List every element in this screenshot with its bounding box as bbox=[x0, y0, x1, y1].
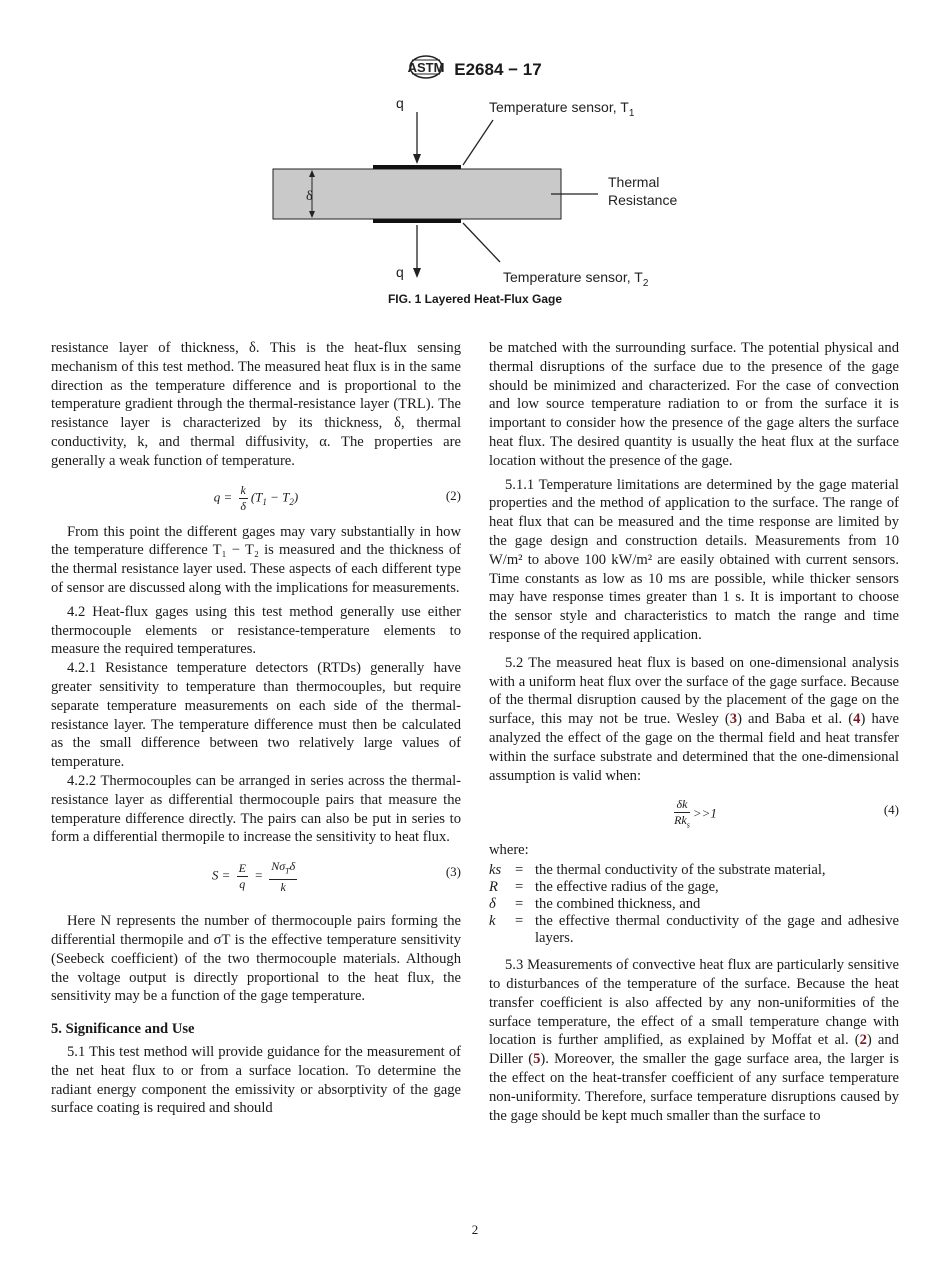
section-heading: 5. Significance and Use bbox=[51, 1021, 195, 1038]
thermal-label-line1: Thermal bbox=[608, 174, 660, 190]
thermal-resistance-layer bbox=[273, 169, 561, 219]
equation-number: (4) bbox=[883, 802, 899, 818]
definition-symbol: k bbox=[489, 913, 496, 930]
paragraph: 4.2 Heat-flux gages using this test method generally use either thermocouple elements or resistance-temperature elements to measure the required temperatures. bbox=[51, 603, 461, 658]
delta-label: δ bbox=[306, 189, 313, 204]
t1-leader-line bbox=[463, 120, 493, 165]
paragraph: 5.1.1 Temperature limitations are determined by the gage material properties and the method of application to the surface. The range of heat flux that can be measured and the time response are limited by the gage design and construction details. Measurements from 10 W/m² to above 100 kW/m² are easily obtained with current sensors. Time constants as low as 10 ms are possible, while thicker sensors may have response times greater than 1 s. It is important to choose the sensor style and characteristics to match the range and time response of the required application. bbox=[489, 476, 899, 643]
citation-link[interactable]: 2 bbox=[859, 1032, 867, 1049]
definition-text: the combined thickness, and bbox=[535, 896, 701, 913]
definition-row: δ = the combined thickness, and bbox=[489, 896, 899, 913]
figure-caption: FIG. 1 Layered Heat-Flux Gage bbox=[387, 292, 563, 306]
sensor-t1-label: Temperature sensor, $T_1$ bbox=[489, 99, 635, 119]
definition-text: the effective radius of the gage, bbox=[535, 879, 719, 896]
where-label: where: bbox=[489, 842, 529, 859]
definition-text: the thermal conductivity of the substrate material, bbox=[535, 862, 826, 879]
q-bottom-label: q bbox=[396, 264, 404, 280]
citation-link[interactable]: 5 bbox=[533, 1051, 541, 1068]
definition-row: R = the effective radius of the gage, bbox=[489, 879, 899, 896]
t2-leader-line bbox=[463, 223, 500, 262]
top-sensor-strip bbox=[373, 165, 461, 169]
paragraph: 4.2.2 Thermocouples can be arranged in series across the thermal-resistance layer as differential thermocouple pairs that measure the temperature difference directly. The pairs can also be put in series to form a differential thermopile to increase the sensitivity to heat flux. bbox=[51, 772, 461, 846]
definition-text: the effective thermal conductivity of the gage and adhesive layers. bbox=[535, 913, 899, 947]
equation-2: q = $\frac{k}{\delta}$ $(T_1 - T_2)$ (2) bbox=[213, 482, 461, 513]
q-top-label: q bbox=[396, 95, 404, 111]
svg-text:ASTM: ASTM bbox=[408, 60, 445, 75]
definition-row: ks = the thermal conductivity of the substrate material, bbox=[489, 862, 899, 879]
page-number: 2 bbox=[471, 1222, 479, 1237]
thermal-label-line2: Resistance bbox=[608, 192, 678, 208]
layered-heat-flux-gage-figure bbox=[0, 0, 950, 300]
definitions-list bbox=[489, 862, 899, 947]
definition-row: k = the effective thermal conductivity of the gage and adhesive layers. bbox=[489, 913, 899, 947]
citation-link[interactable]: 3 bbox=[729, 711, 738, 728]
paragraph: 5.3 Measurements of convective heat flux are particularly sensitive to disturbances of the temperature of the surface. Because the heat transfer coefficient is also affected by any non-uniformities of the surface temperature, the effect of a small temperature change with location is further amplified, as explained by Moffat et al. (2) and Diller (5). Moreover, the smaller the gage surface area, the larger is the effect on the heat-transfer coefficient of any surface temperature non-uniformity. Therefore, surface temperature disruptions caused by the gage should be kept much smaller than the surface to bbox=[489, 957, 899, 1124]
sensor-t2-label: Temperature sensor, $T_2$ bbox=[503, 269, 649, 289]
equation-3: S = $\frac{E}{q}$ = $\frac{N\sigma_T\delta}{k}$ (3) bbox=[211, 859, 461, 894]
paragraph: Here N represents the number of thermocouple pairs forming the differential thermopile and σT is the effective temperature sensitivity (Seebeck coefficient) of the two thermocouple materials. Although the voltage output is directly proportional to the heat flux, the sensitivity may be a function of the gage temperature. bbox=[51, 913, 461, 1005]
equation-4: $\frac{\delta k}{Rk_s}$ >>1 (4) bbox=[674, 797, 899, 830]
standard-designation: E2684 − 17 bbox=[454, 59, 542, 79]
equation-number: (3) bbox=[445, 864, 461, 880]
equation-number: (2) bbox=[445, 487, 461, 503]
paragraph: 4.2.1 Resistance temperature detectors (RTDs) generally have greater sensitivity to temperature than thermocouples, but require separate temperature measurements on each side of the thermal-resistance layer. The temperature difference must then be calculated as the small difference between two relatively large values of temperature. bbox=[51, 660, 461, 771]
citation-link[interactable]: 4 bbox=[853, 711, 861, 728]
paragraph: be matched with the surrounding surface. The potential physical and thermal disruptions of the surface due to the presence of the gage should be minimized and characterized. For the case of convection and low source temperature radiation to or from the surface it is important to consider how the presence of the gage alters the surface heat flux. The desired quantity is usually the heat flux at the surface location without the presence of the gage. bbox=[489, 340, 899, 469]
paragraph: 5.2 The measured heat flux is based on one-dimensional analysis with a uniform heat flux over the surface of the gage surface. Because of the thermal disruption caused by the placement of the gage on the surface, this may not be true. Wesley (3) and Baba et al. (4) have analyzed the effect of the gage on the thermal field and heat transfer within the surface substrate and determined that the one-dimensional assumption is valid when: bbox=[489, 654, 899, 784]
definition-symbol: δ bbox=[489, 896, 496, 913]
right-column bbox=[489, 339, 899, 1125]
paragraph: 5.1 This test method will provide guidance for the measurement of the net heat flux to or from a surface location. To determine the radiant energy component the emissivity or absorptivity of the gage surface coating is required and should bbox=[51, 1043, 461, 1117]
definition-symbol: R bbox=[489, 879, 498, 896]
bottom-sensor-strip bbox=[373, 219, 461, 223]
definition-symbol: ks bbox=[489, 862, 502, 879]
left-column bbox=[51, 339, 461, 1118]
paragraph: resistance layer of thickness, δ. This is the heat-flux sensing mechanism of this test method. The measured heat flux is in the same direction as the temperature difference and is proportional to the temperature gradient through the thermal-resistance layer (TRL). The resistance layer is characterized by its thickness, δ, thermal conductivity, k, and thermal diffusivity, α. The properties are generally a weak function of temperature. bbox=[51, 340, 461, 469]
paragraph: From this point the different gages may vary substantially in how the temperature difference T₁ − T₂ is measured and the thickness of the thermal resistance layer used. These aspects of each different type of sensor are discussed along with the implications for measurements. bbox=[51, 523, 461, 596]
